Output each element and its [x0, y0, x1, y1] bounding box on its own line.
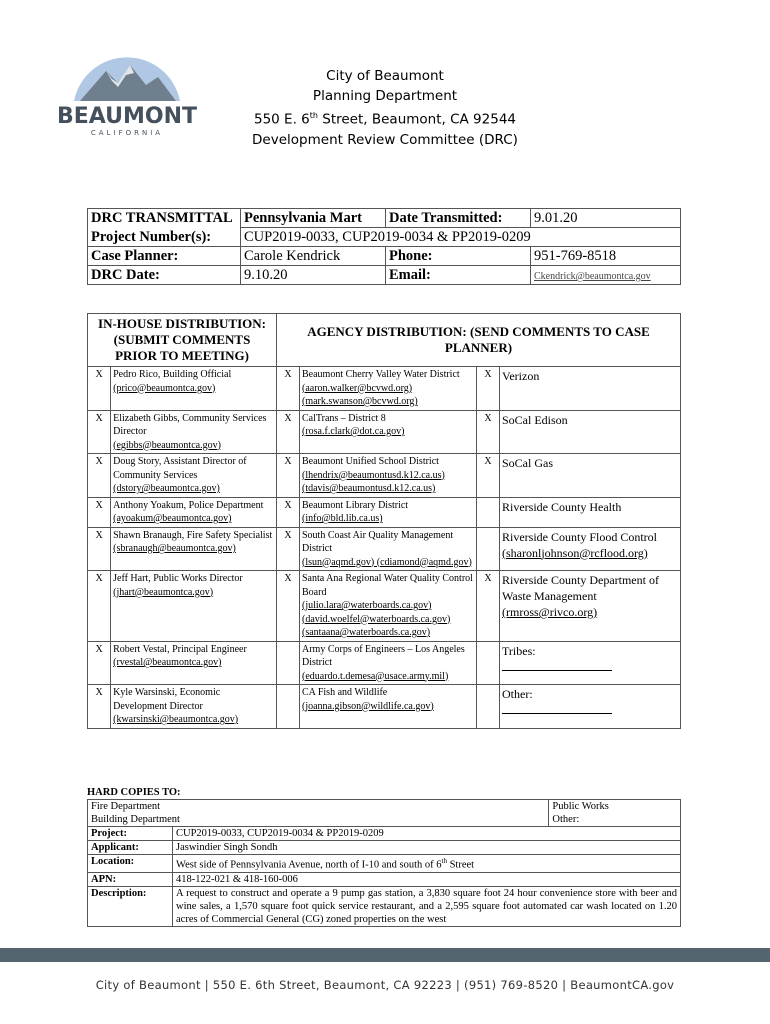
other-recipient: Verizon — [502, 369, 540, 383]
agency-recipient: Santa Ana Regional Water Quality Control Board — [302, 573, 473, 598]
blank-line — [502, 707, 612, 714]
hard-copy-other: Other: — [549, 813, 681, 827]
distribution-row — [88, 497, 681, 527]
transmittal-table — [87, 208, 681, 285]
apn-value: 418-122-021 & 418-160-006 — [173, 872, 681, 886]
project-name: Pennsylvania Mart — [244, 210, 363, 226]
other-recipient: Riverside County Department of Waste Management — [502, 573, 659, 603]
location-label: Location: — [88, 855, 173, 873]
description-value: A request to construct and operate a 9 pump gas station, a 3,830 square foot 24 hour convenience store with beer and wine sales, a 1,570 square foot quick service restaurant, and a 2,595 square foot automated car wash located on 1.20 acres of Commercial General (CG) zoned properties on the west — [173, 886, 681, 926]
drc-date-label: DRC Date: — [91, 267, 160, 283]
inhouse-check: X — [88, 410, 111, 454]
agency-header: AGENCY DISTRIBUTION: (SEND COMMENTS TO CASE PLANNER) — [277, 314, 681, 367]
distribution-row — [88, 641, 681, 685]
other-email-link[interactable]: (sharonljohnson@rcflood.org) — [502, 545, 648, 560]
other-check: X — [477, 454, 500, 498]
inhouse-email-link[interactable]: (rvestal@beaumontca.gov) — [113, 657, 222, 668]
date-label: Date Transmitted: — [389, 210, 503, 226]
agency-check: X — [277, 367, 300, 411]
other-check — [477, 497, 500, 527]
agency-email-link[interactable]: (aaron.walker@bcvwd.org) (mark.swanson@bcvwd.org) — [302, 382, 418, 407]
other-recipient: Other: — [502, 687, 533, 701]
other-recipient: SoCal Edison — [502, 412, 568, 427]
inhouse-email-link[interactable]: (dstory@beaumontca.gov) — [113, 483, 220, 494]
phone-value: 951-769-8518 — [534, 248, 617, 264]
location-value: West side of Pennsylvania Avenue, north of I-10 and south of 6th Street — [173, 855, 681, 873]
other-check: X — [477, 410, 500, 454]
inhouse-check: X — [88, 685, 111, 729]
email-link[interactable]: Ckendrick@beaumontca.gov — [534, 271, 651, 282]
other-email-link[interactable]: (rmross@rivco.org) — [502, 605, 598, 619]
inhouse-check: X — [88, 641, 111, 685]
other-check — [477, 685, 500, 729]
distribution-row — [88, 685, 681, 729]
agency-check: X — [277, 497, 300, 527]
distribution-row — [88, 527, 681, 571]
other-recipient: Riverside County Health — [502, 499, 622, 514]
inhouse-check: X — [88, 571, 111, 642]
inhouse-recipient: Doug Story, Assistant Director of Community Services — [113, 456, 247, 481]
header-department: Planning Department — [312, 88, 458, 104]
agency-recipient: CA Fish and Wildlife — [302, 687, 388, 698]
inhouse-recipient: Elizabeth Gibbs, Community Services Director — [113, 412, 267, 437]
other-recipient: SoCal Gas — [502, 456, 553, 470]
distribution-row — [88, 454, 681, 498]
inhouse-email-link[interactable]: (sbranaugh@beaumontca.gov) — [113, 543, 236, 554]
inhouse-recipient: Kyle Warsinski, Economic Development Director — [113, 687, 221, 712]
other-check — [477, 527, 500, 571]
inhouse-recipient: Pedro Rico, Building Official — [113, 369, 232, 380]
agency-check: X — [277, 527, 300, 571]
agency-check — [277, 685, 300, 729]
blank-line — [502, 664, 612, 671]
inhouse-check: X — [88, 497, 111, 527]
project-value: CUP2019-0033, CUP2019-0034 & PP2019-0209 — [173, 827, 681, 841]
date-value: 9.01.20 — [534, 210, 578, 226]
inhouse-check: X — [88, 527, 111, 571]
applicant-value: Jaswindier Singh Sondh — [173, 841, 681, 855]
phone-label: Phone: — [389, 248, 433, 264]
hard-copy-building: Building Department — [88, 813, 549, 827]
header-address: 550 E. 6th Street, Beaumont, CA 92544 — [253, 111, 516, 128]
beaumont-logo — [56, 45, 198, 137]
agency-email-link[interactable]: (rosa.f.clark@dot.ca.gov) — [302, 426, 405, 437]
inhouse-recipient: Anthony Yoakum, Police Department — [113, 499, 264, 511]
logo-wordmark: BEAUMONT — [56, 104, 198, 129]
agency-email-link[interactable]: (joanna.gibson@wildlife.ca.gov) — [302, 700, 434, 712]
other-check — [477, 641, 500, 685]
project-label: Project: — [88, 827, 173, 841]
hard-copies-title: HARD COPIES TO: — [87, 787, 181, 798]
agency-recipient: South Coast Air Quality Management District — [302, 529, 454, 554]
inhouse-email-link[interactable]: (ayoakum@beaumontca.gov) — [113, 513, 232, 524]
distribution-row — [88, 571, 681, 642]
other-recipient: Tribes: — [502, 643, 536, 658]
header-committee: Development Review Committee (DRC) — [252, 131, 518, 148]
agency-recipient: Beaumont Unified School District — [302, 456, 439, 467]
distribution-row — [88, 367, 681, 411]
project-numbers-label: Project Number(s): — [91, 228, 212, 245]
agency-email-link[interactable]: (julio.lara@waterboards.ca.gov) (david.woelfel@waterboards.ca.gov) (santaana@waterboards.ca.gov) — [302, 600, 451, 638]
other-check: X — [477, 367, 500, 411]
inhouse-recipient: Jeff Hart, Public Works Director — [113, 573, 243, 584]
other-check: X — [477, 571, 500, 642]
agency-recipient: CalTrans – District 8 — [302, 412, 386, 424]
agency-recipient: Army Corps of Engineers – Los Angeles District — [302, 643, 465, 668]
document-header — [200, 66, 570, 150]
header-city: City of Beaumont — [326, 68, 444, 84]
inhouse-email-link[interactable]: (jhart@beaumontca.gov) — [113, 586, 214, 598]
description-label: Description: — [88, 886, 173, 926]
hard-copy-public-works: Public Works — [549, 800, 681, 814]
inhouse-header: IN-HOUSE DISTRIBUTION: (SUBMIT COMMENTS PRIOR TO MEETING) — [88, 314, 277, 367]
email-label: Email: — [389, 267, 431, 283]
distribution-row — [88, 410, 681, 454]
footer-bar — [0, 948, 770, 962]
agency-email-link[interactable]: (lhendrix@beaumontusd.k12.ca.us) (tdavis@beaumontusd.k12.ca.us) — [302, 469, 445, 494]
agency-email-link[interactable]: (lsun@aqmd.gov) (cdiamond@aqmd.gov) — [302, 556, 472, 568]
other-recipient: Riverside County Flood Control — [502, 529, 658, 544]
agency-check: X — [277, 410, 300, 454]
agency-email-link[interactable]: (eduardo.t.demesa@usace.army.mil) — [302, 670, 449, 682]
distribution-table — [87, 313, 681, 729]
agency-recipient: Beaumont Library District — [302, 499, 409, 511]
applicant-label: Applicant: — [88, 841, 173, 855]
inhouse-recipient: Robert Vestal, Principal Engineer — [113, 643, 247, 655]
planner-value: Carole Kendrick — [244, 248, 341, 264]
inhouse-recipient: Shawn Branaugh, Fire Safety Specialist — [113, 529, 273, 541]
agency-check: X — [277, 454, 300, 498]
footer-text: City of Beaumont | 550 E. 6th Street, Beaumont, CA 92223 | (951) 769-8520 | BeaumontCA.gov — [95, 978, 675, 992]
hard-copies-section — [87, 786, 681, 927]
agency-recipient: Beaumont Cherry Valley Water District — [302, 369, 460, 380]
agency-email-link[interactable]: (info@bld.lib.ca.us) — [302, 513, 383, 524]
drc-date-value: 9.10.20 — [244, 267, 288, 283]
inhouse-email-link[interactable]: (kwarsinski@beaumontca.gov) — [113, 714, 239, 725]
agency-check — [277, 641, 300, 685]
hard-copy-fire: Fire Department — [88, 800, 549, 814]
inhouse-check: X — [88, 454, 111, 498]
project-numbers-value: CUP2019-0033, CUP2019-0034 & PP2019-0209 — [244, 229, 531, 245]
planner-label: Case Planner: — [91, 248, 179, 264]
inhouse-email-link[interactable]: (prico@beaumontca.gov) — [113, 382, 216, 394]
transmittal-title: DRC TRANSMITTAL — [91, 210, 233, 226]
apn-label: APN: — [88, 872, 173, 886]
inhouse-email-link[interactable]: (egibbs@beaumontca.gov) — [113, 439, 221, 451]
inhouse-check: X — [88, 367, 111, 411]
agency-check: X — [277, 571, 300, 642]
hard-copies-table — [87, 799, 681, 927]
logo-subtitle: CALIFORNIA — [90, 129, 164, 137]
